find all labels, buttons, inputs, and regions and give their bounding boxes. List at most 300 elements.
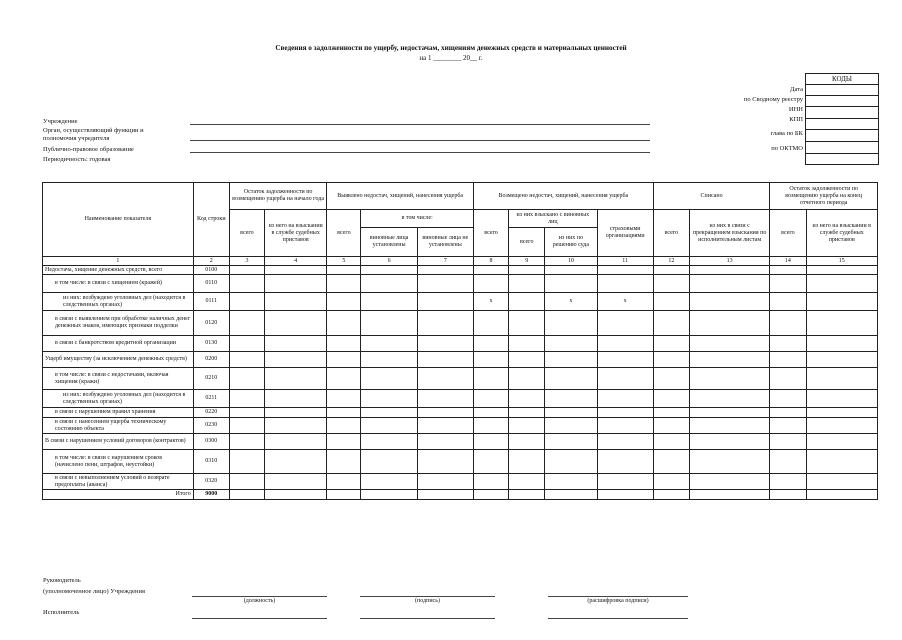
data-cell[interactable] [806, 293, 878, 311]
row-name: В связи с нарушением условий договоров (контрактов) [43, 434, 194, 450]
col-num: 6 [361, 257, 417, 266]
data-cell[interactable] [545, 368, 597, 390]
data-cell[interactable] [361, 293, 417, 311]
data-cell[interactable] [597, 474, 653, 490]
data-cell[interactable] [361, 474, 417, 490]
data-cell[interactable] [361, 390, 417, 408]
data-cell[interactable] [545, 352, 597, 368]
institution-field[interactable] [190, 124, 650, 125]
data-cell[interactable] [806, 474, 878, 490]
col-num: 4 [265, 257, 327, 266]
data-cell[interactable] [265, 450, 327, 474]
row-code: 0211 [193, 390, 229, 408]
row-code: 0111 [193, 293, 229, 311]
data-cell[interactable] [509, 352, 545, 368]
th-code: Код строки [193, 183, 229, 257]
data-cell[interactable] [770, 408, 806, 418]
row-code: 0210 [193, 368, 229, 390]
data-cell[interactable] [361, 408, 417, 418]
data-cell[interactable] [545, 408, 597, 418]
codes-box [805, 84, 879, 165]
data-cell[interactable] [327, 336, 361, 352]
th-start-total: всего [229, 210, 264, 257]
data-cell[interactable] [473, 311, 508, 336]
data-cell[interactable] [265, 368, 327, 390]
th-end-total: всего [770, 210, 806, 257]
table-row [43, 434, 878, 450]
data-cell[interactable] [689, 434, 769, 450]
data-cell[interactable] [417, 490, 473, 500]
table-row [43, 408, 878, 418]
data-cell[interactable] [597, 390, 653, 408]
table-row [43, 450, 878, 474]
data-cell[interactable] [806, 418, 878, 434]
cell-x-mark: x [473, 293, 508, 311]
table-row [43, 390, 878, 408]
institution-label: Учреждение [43, 118, 78, 125]
th-written-termination: из них в связи с прекращением взыскания по исполнительным листам [689, 210, 769, 257]
data-cell[interactable] [229, 293, 264, 311]
th-end-bailiff: из него на взыскании в службе судебных приставов [806, 210, 878, 257]
data-cell[interactable] [361, 266, 417, 275]
data-cell[interactable] [509, 266, 545, 275]
th-known: виновные лица установлены [361, 228, 417, 257]
data-cell[interactable] [265, 408, 327, 418]
data-cell[interactable] [653, 434, 689, 450]
data-cell[interactable] [653, 293, 689, 311]
data-cell[interactable] [327, 352, 361, 368]
data-cell[interactable] [327, 368, 361, 390]
col-num: 13 [689, 257, 769, 266]
data-cell[interactable] [689, 275, 769, 293]
table-row [43, 336, 878, 352]
data-cell[interactable] [689, 408, 769, 418]
data-cell[interactable] [597, 266, 653, 275]
sign-line[interactable] [360, 596, 495, 597]
head-label-2: (уполномоченное лицо) Учреждения [43, 588, 145, 595]
row-name: в связи с выявлением при обработке наличных денег денежных знаков, имеющих признаки подделки [43, 311, 194, 336]
data-cell[interactable] [265, 275, 327, 293]
data-cell[interactable] [509, 390, 545, 408]
data-cell[interactable] [361, 311, 417, 336]
data-cell[interactable] [653, 390, 689, 408]
data-cell[interactable] [509, 408, 545, 418]
data-cell[interactable] [229, 450, 264, 474]
code-cell-kpp[interactable] [806, 119, 878, 131]
col-num: 12 [653, 257, 689, 266]
data-cell[interactable] [417, 474, 473, 490]
data-cell[interactable] [653, 352, 689, 368]
data-cell[interactable] [509, 474, 545, 490]
data-cell[interactable] [509, 293, 545, 311]
data-cell[interactable] [689, 450, 769, 474]
data-cell[interactable] [327, 275, 361, 293]
row-code: 0320 [193, 474, 229, 490]
col-num: 5 [327, 257, 361, 266]
data-cell[interactable] [417, 368, 473, 390]
data-cell[interactable] [327, 266, 361, 275]
data-cell[interactable] [806, 352, 878, 368]
data-cell[interactable] [545, 311, 597, 336]
th-start: Остаток задолженности по возмещению ущерба на начало года [229, 183, 326, 210]
data-cell[interactable] [770, 490, 806, 500]
data-cell[interactable] [689, 293, 769, 311]
data-cell[interactable] [265, 490, 327, 500]
data-cell[interactable] [509, 434, 545, 450]
data-cell[interactable] [265, 434, 327, 450]
data-cell[interactable] [545, 275, 597, 293]
row-name: из них: возбуждено уголовных дел (находится в следственных органах) [43, 293, 194, 311]
position-line[interactable] [192, 596, 327, 597]
data-cell[interactable] [265, 352, 327, 368]
data-cell[interactable] [689, 418, 769, 434]
table-row [43, 293, 878, 311]
col-num: 8 [473, 257, 508, 266]
data-cell[interactable] [806, 490, 878, 500]
row-code: 0300 [193, 434, 229, 450]
row-name: в связи с банкротством кредитной организации [43, 336, 194, 352]
data-cell[interactable] [473, 368, 508, 390]
data-cell[interactable] [361, 368, 417, 390]
codes-header: КОДЫ [805, 73, 879, 85]
public-entity-label: Публично-правовое образование [43, 146, 134, 153]
th-revealed: Выявлено недостач, хищений, нанесения ущерба [327, 183, 474, 210]
row-name: из них: возбуждено уголовных дел (находится в следственных органах) [43, 390, 194, 408]
data-cell[interactable] [473, 352, 508, 368]
data-cell[interactable] [653, 490, 689, 500]
data-cell[interactable] [509, 311, 545, 336]
row-name: Итого [43, 490, 194, 500]
col-num: 14 [770, 257, 806, 266]
data-cell[interactable] [689, 490, 769, 500]
data-cell[interactable] [689, 474, 769, 490]
public-entity-field[interactable] [190, 152, 650, 153]
row-code: 0110 [193, 275, 229, 293]
data-cell[interactable] [770, 336, 806, 352]
data-cell[interactable] [653, 474, 689, 490]
data-cell[interactable] [327, 434, 361, 450]
data-cell[interactable] [770, 390, 806, 408]
data-cell[interactable] [597, 434, 653, 450]
code-label-inn: ИНН [788, 106, 803, 113]
data-cell[interactable] [653, 450, 689, 474]
code-cell-oktmo[interactable] [806, 142, 878, 154]
data-cell[interactable] [473, 275, 508, 293]
data-cell[interactable] [653, 336, 689, 352]
row-name: в связи с невыполнением условий о возврате предоплаты (аванса) [43, 474, 194, 490]
data-cell[interactable] [229, 368, 264, 390]
data-cell[interactable] [417, 408, 473, 418]
data-cell[interactable] [806, 275, 878, 293]
report-date: на 1 ________ 20__ г. [419, 54, 483, 62]
data-cell[interactable] [806, 390, 878, 408]
data-cell[interactable] [473, 418, 508, 434]
data-cell[interactable] [806, 266, 878, 275]
data-cell[interactable] [597, 490, 653, 500]
data-cell[interactable] [229, 311, 264, 336]
data-cell[interactable] [417, 266, 473, 275]
data-cell[interactable] [689, 352, 769, 368]
data-cell[interactable] [689, 368, 769, 390]
data-cell[interactable] [770, 434, 806, 450]
data-cell[interactable] [473, 450, 508, 474]
data-cell[interactable] [653, 311, 689, 336]
th-revealed-total: всего [327, 210, 361, 257]
data-cell[interactable] [229, 390, 264, 408]
data-cell[interactable] [229, 490, 264, 500]
executor-phone-line[interactable] [548, 618, 688, 619]
row-code: 0230 [193, 418, 229, 434]
code-label-date: Дата [790, 86, 803, 93]
data-cell[interactable] [689, 266, 769, 275]
data-cell[interactable] [361, 434, 417, 450]
data-cell[interactable] [597, 352, 653, 368]
th-recovered-total: всего [509, 228, 545, 257]
head-label-1: Руководитель [43, 577, 81, 584]
data-cell[interactable] [265, 311, 327, 336]
authority-label-1: Орган, осуществляющий функции и [43, 127, 144, 134]
data-cell[interactable] [770, 311, 806, 336]
col-num: 10 [545, 257, 597, 266]
data-cell[interactable] [770, 450, 806, 474]
data-cell[interactable] [265, 336, 327, 352]
row-name: в том числе: в связи с нарушением сроков (начислено пени, штрафов, неустойки) [43, 450, 194, 474]
data-cell[interactable] [265, 293, 327, 311]
data-cell[interactable] [597, 368, 653, 390]
table-body [43, 266, 878, 500]
data-cell[interactable] [327, 293, 361, 311]
position-caption: (должность) [243, 598, 276, 604]
th-compensated: Возмещено недостач, хищений, нанесения ущерба [473, 183, 653, 210]
data-cell[interactable] [361, 275, 417, 293]
th-end: Остаток задолженности по возмещению ущерба на конец отчетного периода [770, 183, 878, 210]
data-cell[interactable] [361, 352, 417, 368]
row-code: 9000 [193, 490, 229, 500]
data-cell[interactable] [229, 275, 264, 293]
th-written: Списано [653, 183, 770, 210]
row-name: в том числе: в связи с недостачами, включая хищения (кражи) [43, 368, 194, 390]
data-cell[interactable] [473, 474, 508, 490]
table-row [43, 311, 878, 336]
column-numbers-row [43, 257, 878, 266]
data-cell[interactable] [806, 408, 878, 418]
decode-line[interactable] [548, 596, 688, 597]
code-cell-inn[interactable] [806, 107, 878, 119]
data-cell[interactable] [689, 390, 769, 408]
data-cell[interactable] [509, 418, 545, 434]
th-comp-total: всего [473, 210, 508, 257]
data-cell[interactable] [417, 336, 473, 352]
data-cell[interactable] [327, 311, 361, 336]
data-cell[interactable] [597, 450, 653, 474]
data-cell[interactable] [229, 352, 264, 368]
executor-label: Исполнитель [43, 609, 80, 616]
data-cell[interactable] [229, 266, 264, 275]
data-cell[interactable] [473, 336, 508, 352]
code-cell-extra[interactable] [806, 154, 878, 165]
code-label-registry: по Сводному реестру [743, 96, 803, 103]
data-cell[interactable] [361, 418, 417, 434]
col-num: 11 [597, 257, 653, 266]
th-comp-insurance: страховыми организациями [597, 210, 653, 257]
data-cell[interactable] [545, 418, 597, 434]
data-cell[interactable] [770, 352, 806, 368]
data-cell[interactable] [545, 490, 597, 500]
table-row [43, 490, 878, 500]
data-cell[interactable] [545, 434, 597, 450]
data-cell[interactable] [361, 336, 417, 352]
data-cell[interactable] [473, 408, 508, 418]
data-cell[interactable] [417, 450, 473, 474]
row-name: Ущерб имуществу (за исключением денежных средств) [43, 352, 194, 368]
data-cell[interactable] [689, 336, 769, 352]
data-cell[interactable] [509, 490, 545, 500]
data-cell[interactable] [473, 266, 508, 275]
col-num: 7 [417, 257, 473, 266]
row-name: в том числе: в связи с хищением (кражей) [43, 275, 194, 293]
th-start-bailiff: из него на взыскании в службе судебных приставов [265, 210, 327, 257]
code-cell-bk[interactable] [806, 130, 878, 142]
table-row [43, 474, 878, 490]
data-cell[interactable] [770, 368, 806, 390]
data-cell[interactable] [417, 275, 473, 293]
data-cell[interactable] [653, 275, 689, 293]
cell-x-mark: x [545, 293, 597, 311]
data-cell[interactable] [770, 474, 806, 490]
data-cell[interactable] [689, 311, 769, 336]
data-cell[interactable] [361, 490, 417, 500]
row-code: 0130 [193, 336, 229, 352]
row-code: 0220 [193, 408, 229, 418]
table-row [43, 352, 878, 368]
data-cell[interactable] [265, 266, 327, 275]
data-cell[interactable] [327, 408, 361, 418]
code-label-kpp: КПП [789, 116, 803, 123]
executor-position-line[interactable] [192, 618, 327, 619]
data-cell[interactable] [545, 390, 597, 408]
data-cell[interactable] [327, 390, 361, 408]
authority-field[interactable] [190, 140, 650, 141]
data-cell[interactable] [327, 450, 361, 474]
data-cell[interactable] [770, 266, 806, 275]
data-cell[interactable] [361, 450, 417, 474]
data-cell[interactable] [653, 368, 689, 390]
data-cell[interactable] [417, 434, 473, 450]
row-code: 0120 [193, 311, 229, 336]
decode-caption: (расшифровка подписи) [587, 598, 649, 604]
th-written-total: всего [653, 210, 689, 257]
data-cell[interactable] [417, 418, 473, 434]
data-cell[interactable] [509, 275, 545, 293]
row-code: 0310 [193, 450, 229, 474]
col-num: 15 [806, 257, 878, 266]
sign-caption: (подпись) [415, 598, 440, 604]
data-cell[interactable] [327, 474, 361, 490]
data-cell[interactable] [806, 368, 878, 390]
data-cell[interactable] [545, 474, 597, 490]
data-cell[interactable] [653, 408, 689, 418]
table-row [43, 368, 878, 390]
data-cell[interactable] [473, 490, 508, 500]
data-cell[interactable] [265, 418, 327, 434]
table-row [43, 275, 878, 293]
data-cell[interactable] [473, 434, 508, 450]
data-cell[interactable] [597, 311, 653, 336]
data-cell[interactable] [417, 352, 473, 368]
data-cell[interactable] [229, 434, 264, 450]
row-code: 0200 [193, 352, 229, 368]
data-cell[interactable] [770, 275, 806, 293]
th-comp-recovered: из них взыскано с виновных лиц [509, 210, 597, 228]
th-unknown: виновные лица не установлены [417, 228, 473, 257]
row-name: в связи с нанесением ущерба техническому состоянию объекта [43, 418, 194, 434]
data-cell[interactable] [417, 390, 473, 408]
data-cell[interactable] [509, 368, 545, 390]
data-cell[interactable] [653, 266, 689, 275]
data-cell[interactable] [653, 418, 689, 434]
col-num: 2 [193, 257, 229, 266]
col-num: 3 [229, 257, 264, 266]
cell-x-mark: x [597, 293, 653, 311]
data-cell[interactable] [597, 275, 653, 293]
data-cell[interactable] [229, 418, 264, 434]
row-name: в связи с нарушением правил хранения [43, 408, 194, 418]
data-cell[interactable] [509, 450, 545, 474]
col-num: 1 [43, 257, 194, 266]
data-cell[interactable] [806, 450, 878, 474]
data-cell[interactable] [597, 418, 653, 434]
data-cell[interactable] [545, 266, 597, 275]
data-cell[interactable] [770, 293, 806, 311]
data-cell[interactable] [265, 390, 327, 408]
data-cell[interactable] [509, 336, 545, 352]
data-cell[interactable] [327, 490, 361, 500]
data-cell[interactable] [806, 434, 878, 450]
th-revealed-including: в том числе: [361, 210, 474, 228]
data-cell[interactable] [770, 418, 806, 434]
code-label-oktmo: по ОКТМО [771, 145, 803, 152]
report-title: Сведения о задолженности по ущербу, недостачам, хищениям денежных средств и материальных ценностей [275, 44, 627, 52]
row-name: Недостача, хищение денежных средств, всего [43, 266, 194, 275]
data-cell[interactable] [265, 474, 327, 490]
data-cell[interactable] [545, 336, 597, 352]
data-cell[interactable] [597, 336, 653, 352]
th-court: из них по решению суда [545, 228, 597, 257]
th-name: Наименование показателя [43, 183, 194, 257]
code-cell-date[interactable] [806, 84, 878, 96]
table-row [43, 266, 878, 275]
data-cell[interactable] [806, 311, 878, 336]
code-label-bk: глава по БК [770, 130, 803, 137]
data-cell[interactable] [417, 293, 473, 311]
debt-table [42, 182, 878, 500]
data-cell[interactable] [806, 336, 878, 352]
authority-label-2: полномочия учредителя [43, 135, 110, 142]
data-cell[interactable] [229, 336, 264, 352]
data-cell[interactable] [327, 418, 361, 434]
data-cell[interactable] [229, 408, 264, 418]
executor-name-line[interactable] [360, 618, 495, 619]
data-cell[interactable] [473, 390, 508, 408]
data-cell[interactable] [545, 450, 597, 474]
code-cell-registry[interactable] [806, 96, 878, 108]
col-num: 9 [509, 257, 545, 266]
data-cell[interactable] [229, 474, 264, 490]
periodicity-label: Периодичность: годовая [43, 156, 111, 163]
row-code: 0100 [193, 266, 229, 275]
data-cell[interactable] [597, 408, 653, 418]
data-cell[interactable] [417, 311, 473, 336]
